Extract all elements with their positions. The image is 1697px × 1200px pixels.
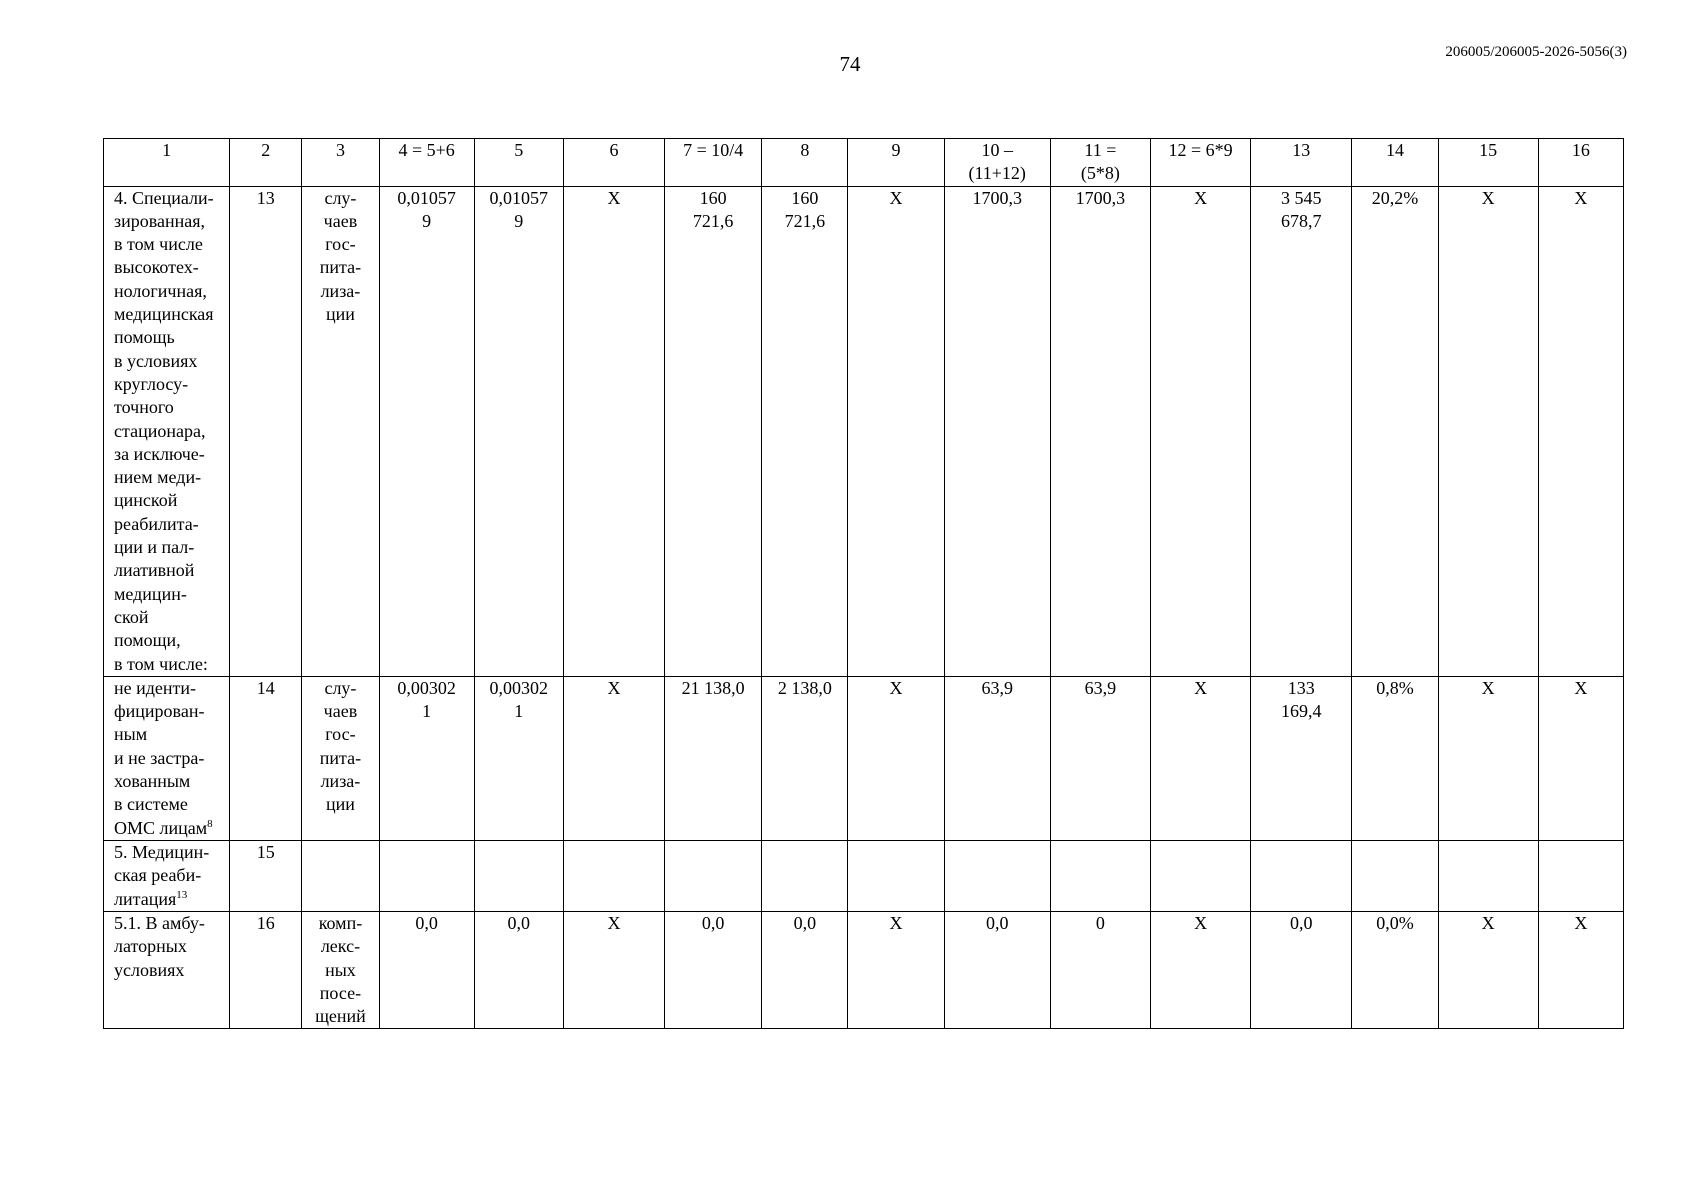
header-cell-10 bbox=[944, 139, 1050, 187]
header-cell-5 bbox=[474, 139, 563, 187]
value-cell-col-12 bbox=[1150, 911, 1250, 1028]
cell-text-line: посе- bbox=[319, 982, 362, 1003]
cell-text-line: 5. Медицин- bbox=[114, 841, 210, 862]
value-cell-col-15 bbox=[1438, 186, 1538, 676]
page-number: 74 bbox=[839, 52, 861, 76]
value-cell-col-8 bbox=[762, 840, 848, 911]
footnote-marker: 13 bbox=[176, 888, 188, 901]
cell-text-line: 12 = 6*9 bbox=[1168, 140, 1233, 160]
value-cell-col-13 bbox=[1251, 911, 1352, 1028]
cell-text-line: ции bbox=[325, 794, 355, 815]
value-cell-col-6 bbox=[563, 840, 664, 911]
cell-text-line: 5.1. В амбу- bbox=[114, 912, 205, 933]
cell-text-line: чаев bbox=[323, 701, 358, 722]
header-cell-15 bbox=[1438, 139, 1538, 187]
cell-text-line: 14 bbox=[1385, 140, 1404, 160]
unit-cell bbox=[302, 676, 379, 840]
cell-text-line: латорных bbox=[114, 936, 187, 957]
document-id: 206005/206005-2026-5056(3) bbox=[1445, 44, 1627, 60]
cell-text-line: 9 bbox=[422, 210, 432, 231]
value-cell-col-11 bbox=[1050, 840, 1150, 911]
cell-text-line: хованным bbox=[114, 771, 191, 792]
cell-text-line: 9 bbox=[514, 210, 524, 231]
cell-text-line: чаев bbox=[323, 210, 358, 231]
value-cell-col-12 bbox=[1150, 186, 1250, 676]
cell-text-line: медицинская bbox=[114, 304, 214, 325]
cell-text-line: реабилита- bbox=[114, 513, 199, 534]
cell-text-line: лиза- bbox=[320, 280, 361, 301]
cell-text-line: 63,9 bbox=[981, 677, 1013, 698]
cell-text-line: 16 bbox=[1571, 140, 1590, 160]
value-cell-col-12 bbox=[1150, 840, 1250, 911]
cell-text-line: 160 bbox=[791, 187, 819, 208]
cell-text-line: 63,9 bbox=[1084, 677, 1117, 698]
cell-text-line: 160 bbox=[699, 187, 727, 208]
value-cell-col-9 bbox=[848, 676, 944, 840]
value-cell-col-6 bbox=[563, 186, 664, 676]
cell-text-line: Х bbox=[889, 187, 903, 208]
cell-text-line: лиза- bbox=[320, 771, 361, 792]
cell-text-line: ской bbox=[114, 606, 149, 627]
cell-text-line: ции и пал- bbox=[114, 537, 195, 558]
cell-text-line: Х bbox=[889, 912, 903, 933]
cell-text-line: ным bbox=[114, 724, 148, 745]
cell-text-line: 1 bbox=[514, 701, 524, 722]
cell-text-line: комп- bbox=[318, 912, 363, 933]
cell-text-line: 13 bbox=[1292, 140, 1311, 160]
cell-text-line: 0,0 bbox=[415, 912, 438, 933]
value-cell-col-13 bbox=[1251, 840, 1352, 911]
cell-text-line: 0,01057 bbox=[489, 187, 549, 208]
cell-text-line: 15 bbox=[256, 841, 275, 862]
value-cell-col-4 bbox=[379, 840, 474, 911]
cell-text-line: 2 138,0 bbox=[777, 677, 832, 698]
row-number-cell bbox=[230, 676, 302, 840]
value-cell-col-15 bbox=[1438, 911, 1538, 1028]
cell-text-line: 0 bbox=[1095, 912, 1105, 933]
header-cell-3 bbox=[302, 139, 379, 187]
unit-cell bbox=[302, 911, 379, 1028]
value-cell-col-7 bbox=[665, 840, 762, 911]
cell-text-line: точного bbox=[114, 397, 174, 418]
cell-text-line: 15 bbox=[1479, 140, 1498, 160]
cell-text-line: 13 bbox=[256, 187, 275, 208]
cell-text-line: 4. Специали- bbox=[114, 187, 214, 208]
unit-cell bbox=[302, 186, 379, 676]
cell-text-line: Х bbox=[607, 677, 621, 698]
cell-text-line: 3 bbox=[335, 140, 345, 160]
cell-text-line: 133 bbox=[1287, 677, 1315, 698]
value-cell-col-10 bbox=[944, 840, 1050, 911]
unit-cell bbox=[302, 840, 379, 911]
cell-text-line: 21 138,0 bbox=[681, 677, 745, 698]
cell-text-line: стационара, bbox=[114, 420, 206, 441]
value-cell-col-14 bbox=[1352, 186, 1438, 676]
cell-text-line: помощь bbox=[114, 327, 175, 348]
table-row bbox=[104, 911, 1624, 1028]
cell-text-line: 5 bbox=[514, 140, 524, 160]
cell-text-line: 0,00302 bbox=[489, 677, 549, 698]
cell-text-line: 8 bbox=[800, 140, 810, 160]
row-number-cell bbox=[230, 911, 302, 1028]
value-cell-col-11 bbox=[1050, 676, 1150, 840]
cell-text-line: 3 545 bbox=[1281, 187, 1322, 208]
cell-text-line: щений bbox=[315, 1006, 366, 1027]
cell-text-line: 1700,3 bbox=[972, 187, 1022, 208]
cell-text-line: пита- bbox=[319, 747, 362, 768]
row-name-cell bbox=[104, 676, 230, 840]
header-cell-6 bbox=[563, 139, 664, 187]
cell-text-line: 1700,3 bbox=[1075, 187, 1126, 208]
cell-text-line: 16 bbox=[256, 912, 275, 933]
cell-text-line: 0,01057 bbox=[397, 187, 456, 208]
cell-text-line: 6 bbox=[609, 140, 619, 160]
value-cell-col-16 bbox=[1538, 840, 1623, 911]
cell-text-line: 20,2% bbox=[1371, 187, 1419, 208]
cell-text-line: Х bbox=[1194, 677, 1208, 698]
cell-text-line: 7 = 10/4 bbox=[683, 140, 744, 160]
table-row bbox=[104, 676, 1624, 840]
header-cell-8 bbox=[762, 139, 848, 187]
header-cell-9 bbox=[848, 139, 944, 187]
cell-text-line: Х bbox=[1574, 187, 1588, 208]
value-cell-col-13 bbox=[1251, 676, 1352, 840]
value-cell-col-15 bbox=[1438, 676, 1538, 840]
cell-text-line: Х bbox=[1574, 677, 1588, 698]
cell-text-line: ОМС лицам$^8$ bbox=[114, 817, 213, 838]
cell-text-line: Х bbox=[1194, 912, 1208, 933]
cell-text-line: 1 bbox=[422, 701, 432, 722]
cell-text-line: 9 bbox=[891, 140, 901, 160]
cell-text-line: Х bbox=[607, 912, 621, 933]
header-cell-14 bbox=[1352, 139, 1438, 187]
cell-text-line: и не застра- bbox=[114, 747, 205, 768]
cell-text-line: Х bbox=[889, 677, 903, 698]
value-cell-col-7 bbox=[665, 186, 762, 676]
cell-text-line: ская реаби- bbox=[114, 865, 202, 886]
cell-text-line: 1 bbox=[162, 140, 172, 160]
cell-text-line: Х bbox=[1574, 912, 1588, 933]
cell-text-line: слу- bbox=[324, 187, 357, 208]
cell-text-line: не иденти- bbox=[114, 677, 197, 698]
value-cell-col-5 bbox=[474, 840, 563, 911]
cell-text-line: 4 = 5+6 bbox=[398, 140, 455, 160]
cell-text-line: Х bbox=[1481, 912, 1495, 933]
cell-text-line: медицин- bbox=[114, 583, 187, 604]
value-cell-col-11 bbox=[1050, 186, 1150, 676]
value-cell-col-5 bbox=[474, 676, 563, 840]
cell-text-line: Х bbox=[1481, 187, 1495, 208]
value-cell-col-9 bbox=[848, 840, 944, 911]
table-row bbox=[104, 840, 1624, 911]
value-cell-col-14 bbox=[1352, 676, 1438, 840]
header-cell-11 bbox=[1050, 139, 1150, 187]
cell-text-line: (11+12) bbox=[968, 163, 1026, 184]
value-cell-col-8 bbox=[762, 911, 848, 1028]
cell-text-line: Х bbox=[1481, 677, 1495, 698]
cell-text-line: 11 = bbox=[1084, 140, 1117, 160]
header-cell-12 bbox=[1150, 139, 1250, 187]
footnote-marker: 8 bbox=[207, 817, 213, 830]
value-cell-col-8 bbox=[762, 676, 848, 840]
value-cell-col-6 bbox=[563, 676, 664, 840]
cell-text-line: 721,6 bbox=[692, 210, 734, 231]
cell-text-line: 0,0% bbox=[1376, 912, 1414, 933]
cell-text-line: 0,0 bbox=[701, 912, 725, 933]
cell-text-line: лиативной bbox=[114, 560, 195, 581]
cell-text-line: 14 bbox=[256, 677, 275, 698]
cell-text-line: слу- bbox=[324, 677, 357, 698]
cell-text-line: фицирован- bbox=[114, 701, 205, 722]
cell-text-line: в том числе: bbox=[114, 653, 208, 674]
cell-text-line: 721,6 bbox=[784, 210, 826, 231]
value-cell-col-7 bbox=[665, 911, 762, 1028]
header-cell-4 bbox=[379, 139, 474, 187]
cell-text-line: за исключе- bbox=[114, 443, 205, 464]
row-number-cell bbox=[230, 186, 302, 676]
value-cell-col-4 bbox=[379, 676, 474, 840]
value-cell-col-14 bbox=[1352, 840, 1438, 911]
header-cell-13 bbox=[1251, 139, 1352, 187]
cell-text-line: зированная, bbox=[114, 210, 206, 231]
cell-text-line: гос- bbox=[325, 724, 356, 745]
value-cell-col-13 bbox=[1251, 186, 1352, 676]
cell-text-line: литация$^{13}$ bbox=[114, 888, 188, 909]
value-cell-col-4 bbox=[379, 911, 474, 1028]
header-cell-1 bbox=[104, 139, 230, 187]
cell-text-line: 169,4 bbox=[1281, 701, 1322, 722]
cell-text-line: в системе bbox=[114, 794, 188, 815]
row-number-cell bbox=[230, 840, 302, 911]
cell-text-line: 0,8% bbox=[1376, 677, 1414, 698]
cell-text-line: круглосу- bbox=[114, 373, 189, 394]
cell-text-line: 0,0 bbox=[507, 912, 531, 933]
header-cell-2 bbox=[230, 139, 302, 187]
cell-text-line: 0,0 bbox=[793, 912, 817, 933]
row-name-cell bbox=[104, 911, 230, 1028]
value-cell-col-6 bbox=[563, 911, 664, 1028]
header-cell-7 bbox=[665, 139, 762, 187]
value-cell-col-7 bbox=[665, 676, 762, 840]
value-cell-col-10 bbox=[944, 911, 1050, 1028]
cell-text-line: нологичная, bbox=[114, 280, 207, 301]
value-cell-col-5 bbox=[474, 911, 563, 1028]
table-row bbox=[104, 186, 1624, 676]
value-cell-col-12 bbox=[1150, 676, 1250, 840]
data-table bbox=[103, 138, 1624, 1029]
header-cell-16 bbox=[1538, 139, 1623, 187]
value-cell-col-11 bbox=[1050, 911, 1150, 1028]
value-cell-col-16 bbox=[1538, 186, 1623, 676]
cell-text-line: 678,7 bbox=[1281, 210, 1322, 231]
cell-text-line: 0,00302 bbox=[397, 677, 456, 698]
row-name-cell bbox=[104, 840, 230, 911]
cell-text-line: (5*8) bbox=[1080, 163, 1120, 184]
value-cell-col-10 bbox=[944, 186, 1050, 676]
cell-text-line: нием меди- bbox=[114, 467, 202, 488]
value-cell-col-5 bbox=[474, 186, 563, 676]
cell-text-line: 0,0 bbox=[985, 912, 1009, 933]
cell-text-line: ных bbox=[325, 959, 356, 980]
cell-text-line: 0,0 bbox=[1290, 912, 1313, 933]
cell-text-line: лекс- bbox=[320, 936, 361, 957]
cell-text-line: 2 bbox=[261, 140, 271, 160]
value-cell-col-15 bbox=[1438, 840, 1538, 911]
cell-text-line: пита- bbox=[319, 257, 362, 278]
value-cell-col-9 bbox=[848, 186, 944, 676]
value-cell-col-8 bbox=[762, 186, 848, 676]
cell-text-line: в том числе bbox=[114, 234, 203, 255]
header-row bbox=[104, 139, 1624, 187]
cell-text-line: условиях bbox=[114, 959, 185, 980]
value-cell-col-14 bbox=[1352, 911, 1438, 1028]
cell-text-line: Х bbox=[1194, 187, 1208, 208]
value-cell-col-4 bbox=[379, 186, 474, 676]
cell-text-line: высокотех- bbox=[114, 257, 199, 278]
cell-text-line: помощи, bbox=[114, 630, 181, 651]
cell-text-line: ции bbox=[325, 304, 355, 325]
row-name-cell bbox=[104, 186, 230, 676]
value-cell-col-10 bbox=[944, 676, 1050, 840]
cell-text-line: гос- bbox=[325, 234, 356, 255]
value-cell-col-16 bbox=[1538, 911, 1623, 1028]
cell-text-line: цинской bbox=[114, 490, 178, 511]
value-cell-col-9 bbox=[848, 911, 944, 1028]
cell-text-line: 10 – bbox=[981, 140, 1013, 160]
value-cell-col-16 bbox=[1538, 676, 1623, 840]
cell-text-line: Х bbox=[607, 187, 621, 208]
cell-text-line: в условиях bbox=[114, 350, 198, 371]
